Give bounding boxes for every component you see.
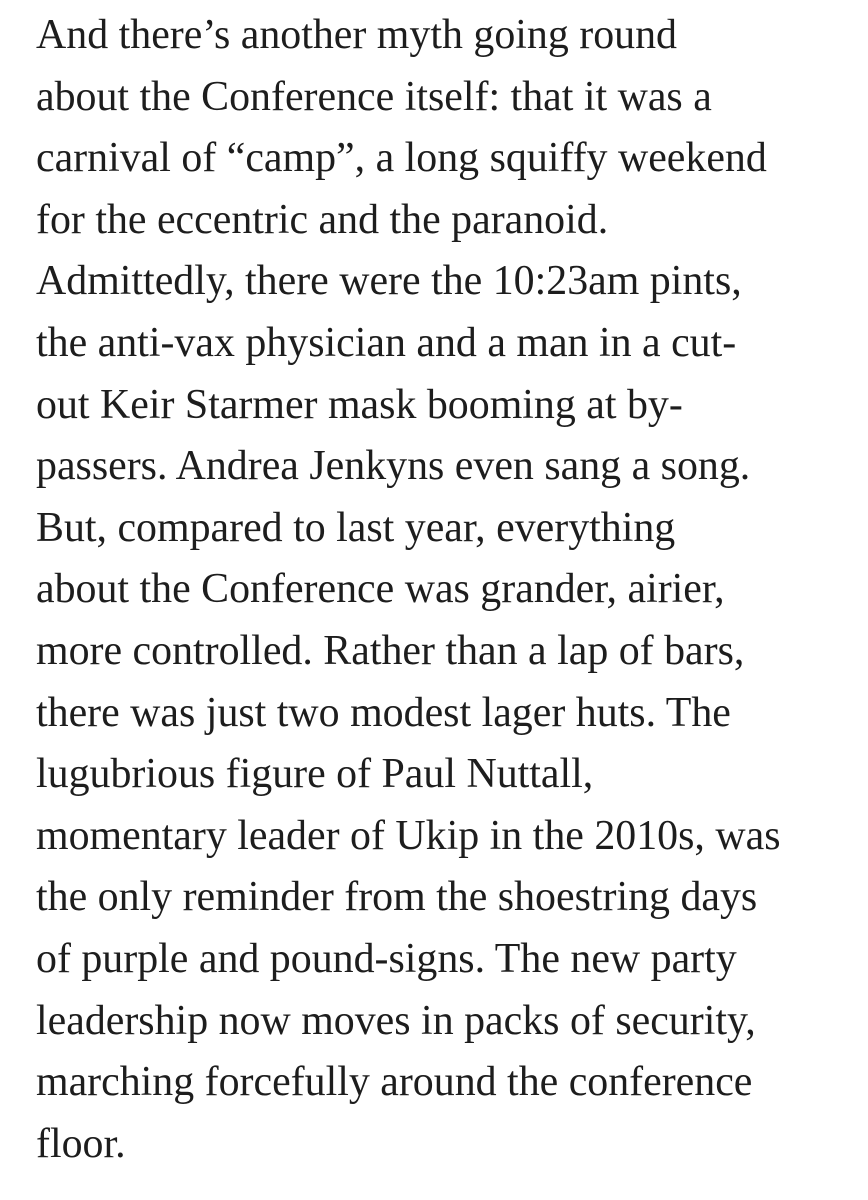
- paragraph-line: there was just two modest lager huts. The: [36, 688, 731, 736]
- paragraph-line: about the Conference was grander, airier,: [36, 565, 725, 613]
- paragraph-line: carnival of “camp”, a long squiffy weekend: [36, 134, 767, 182]
- paragraph-line: for the eccentric and the paranoid.: [36, 195, 609, 243]
- paragraph-line: Admittedly, there were the 10:23am pints,: [36, 257, 742, 305]
- paragraph-line: passers. Andrea Jenkyns even sang a song.: [36, 442, 751, 490]
- paragraph-line: But, compared to last year, everything: [36, 503, 676, 551]
- paragraph-line: marching forcefully around the conference: [36, 1058, 753, 1106]
- paragraph-line: floor.: [36, 1119, 126, 1167]
- paragraph-line: about the Conference itself: that it was a: [36, 72, 712, 120]
- paragraph-line: And there’s another myth going round: [36, 11, 678, 58]
- paragraph-line: leadership now moves in packs of security,: [36, 996, 756, 1044]
- paragraph-line: momentary leader of Ukip in the 2010s, was: [36, 811, 781, 859]
- article-paragraph: [36, 4, 868, 1174]
- paragraph-line: of purple and pound-signs. The new party: [36, 934, 737, 982]
- paragraph-line: lugubrious figure of Paul Nuttall,: [36, 750, 594, 798]
- paragraph-line: more controlled. Rather than a lap of bars,: [36, 626, 745, 674]
- paragraph-line: the anti-vax physician and a man in a cut-: [36, 318, 737, 366]
- paragraph-line: out Keir Starmer mask booming at by-: [36, 380, 683, 428]
- paragraph-line: the only reminder from the shoestring days: [36, 873, 758, 921]
